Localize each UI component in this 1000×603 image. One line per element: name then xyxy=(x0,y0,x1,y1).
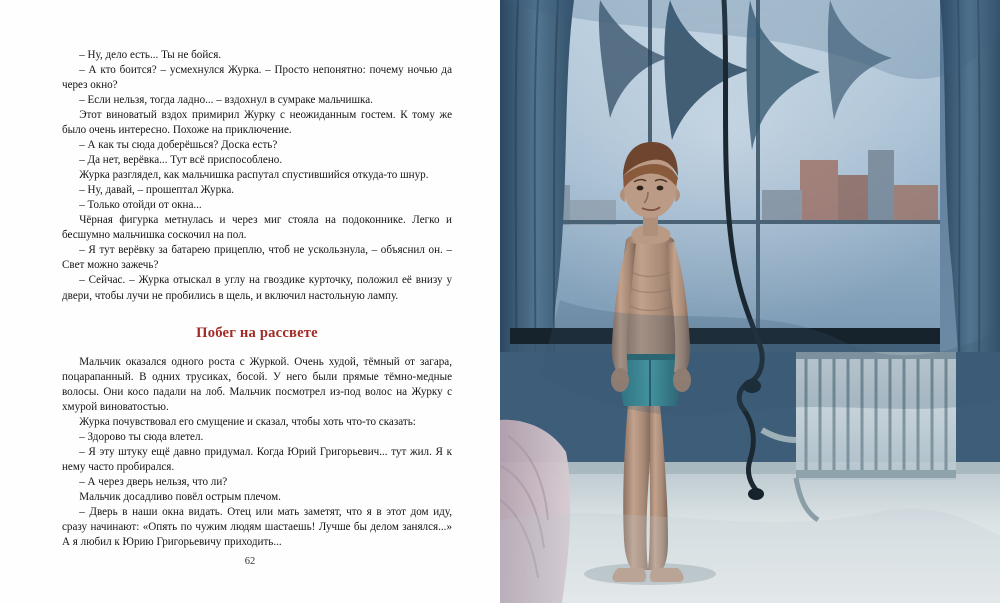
paragraph: – А как ты сюда доберёшься? Доска есть? xyxy=(79,139,278,152)
paragraph: – Ну, давай, – прошептал Журка. xyxy=(79,184,235,197)
paragraph: – Ну, дело есть... Ты не бойся. xyxy=(79,49,222,61)
paragraph: – Я эту штуку ещё давно придумал. Когда Юрий Григорьевич... тут жил. Я к нему часто пробирался. xyxy=(62,445,452,473)
paragraph: Чёрная фигурка метнулась и через миг стояла на подоконнике. Легко и бесшумно мальчишка соскочил на пол. xyxy=(62,214,452,242)
paragraph: – Сейчас. – Журка отыскал в углу на гвоздике курточку, положил её внизу у двери, чтобы лучи не пробились в щель, и включил настольную лампу. xyxy=(62,274,452,302)
left-eye xyxy=(637,186,644,191)
paragraph: – Здорово ты сюда влетел. xyxy=(79,430,204,443)
paragraph: – Если нельзя, тогда ладно... – вздохнул в сумраке мальчишка. xyxy=(79,94,373,107)
chapter-title: Побег на рассвете xyxy=(196,324,318,341)
paragraph: – Дверь в наши окна видать. Отец или мать заметят, что я в этот дом иду, сразу начинают: «Опять по чужим людям шастаешь! Лучше бы делом занялся...» А я любил к Юрию Григорьевичу приходить... xyxy=(62,505,452,548)
boy-at-window-illustration xyxy=(500,0,1000,603)
right-eye xyxy=(657,186,664,191)
paragraph: – Только отойди от окна... xyxy=(79,199,202,212)
paragraph: Мальчик оказался одного роста с Журкой. Очень худой, тёмный от загара, поцарапанный. В одних трусиках, босой. У него были прямые тёмно-медные волосы. Они косо падали на лоб. Мальчик посмотрел из-под волос на Журку с хмурой виноватостью. xyxy=(62,355,452,413)
paragraph: Этот виноватый вздох примирил Журку с неожиданным гостем. К тому же было очень интересно. Похоже на приключение. xyxy=(62,109,452,137)
paragraph: – Я тут верёвку за батарею прицеплю, чтоб не ускользнула, – объяснил он. – Свет можно зажечь? xyxy=(62,244,452,272)
illustration-canvas xyxy=(500,0,1000,603)
right-illustration-page xyxy=(500,0,1000,603)
paragraph: Мальчик досадливо повёл острым плечом. xyxy=(79,490,281,503)
paragraph: Журка почувствовал его смущение и сказал, чтобы хоть что-то сказать: xyxy=(79,415,416,428)
body-text-after-title xyxy=(62,355,452,550)
paragraph: – А кто боится? – усмехнулся Журка. – Просто непонятно: почему ночью да через окно? xyxy=(62,64,452,92)
paragraph: – Да нет, верёвка... Тут всё приспособлено. xyxy=(79,154,283,167)
page-number: 62 xyxy=(244,556,256,567)
paragraph: Журка разглядел, как мальчишка распутал спустившийся откуда-то шнур. xyxy=(79,169,429,182)
body-text xyxy=(62,48,452,304)
paragraph: – А через дверь нельзя, что ли? xyxy=(79,475,228,488)
